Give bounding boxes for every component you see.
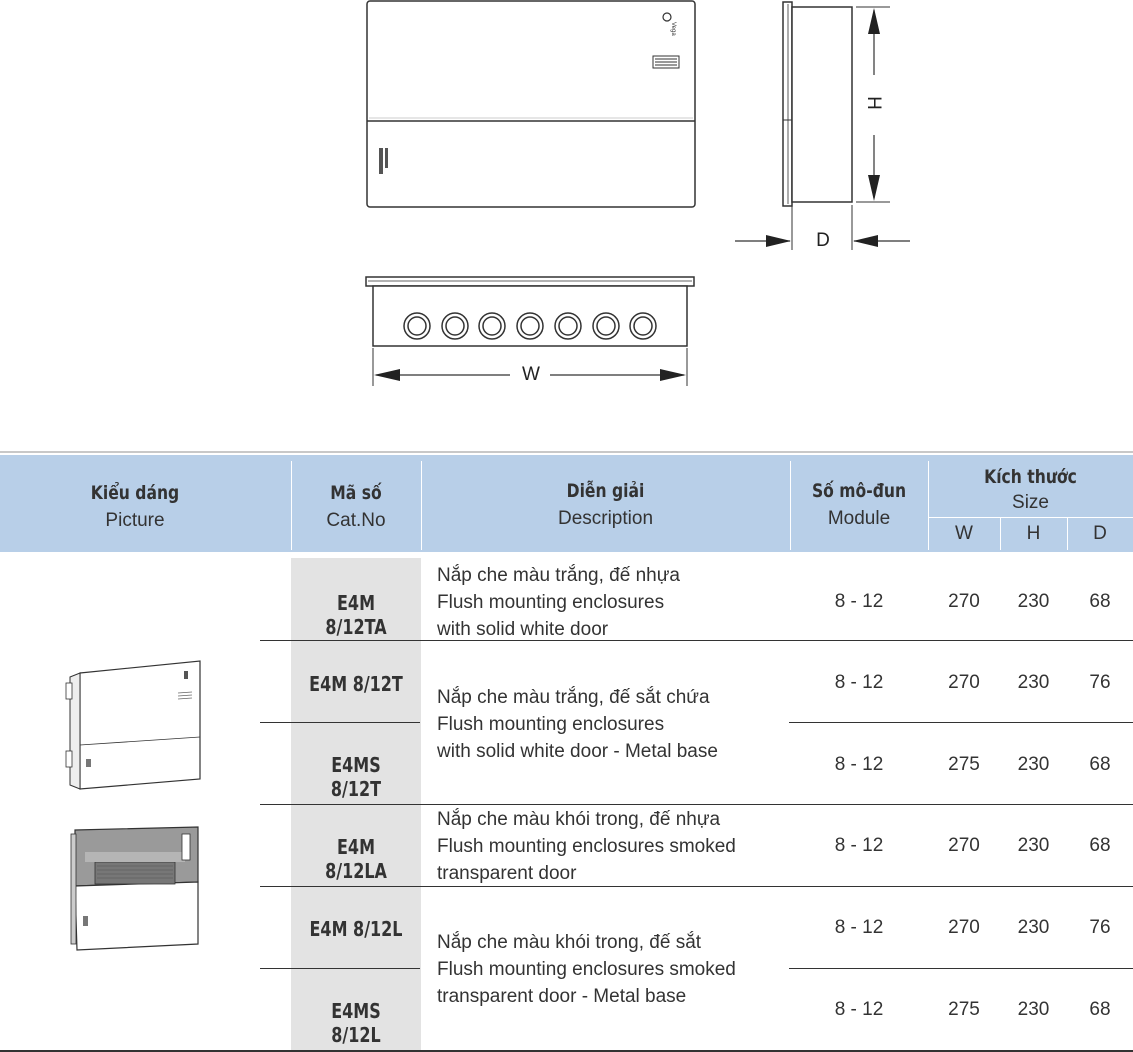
header-separator (421, 461, 422, 550)
header-h: H (1026, 523, 1041, 544)
width-value: 275 (948, 754, 980, 775)
cat-no: E4M 8/12L (309, 917, 403, 941)
side-view-drawing (730, 0, 920, 260)
module-value: 8 - 12 (834, 835, 884, 856)
dimension-label-d: D (816, 230, 830, 251)
row-divider (260, 804, 1133, 805)
header-w: W (955, 523, 973, 544)
cat-no: E4MS 8/12L (331, 999, 381, 1047)
dimension-label-h: H (863, 96, 884, 110)
width-value: 275 (948, 999, 980, 1020)
row-divider (260, 722, 420, 723)
cat-no: E4M 8/12T (309, 672, 403, 696)
product-image-white-door (60, 655, 210, 795)
width-value: 270 (948, 672, 980, 693)
width-value: 270 (948, 835, 980, 856)
header-cat-en: Cat.No (326, 510, 386, 531)
module-value: 8 - 12 (834, 591, 884, 612)
module-value: 8 - 12 (834, 999, 884, 1020)
width-value: 270 (948, 591, 980, 612)
header-picture-vi: Kiểu dáng (90, 482, 180, 504)
description-en: Flush mounting enclosures (437, 714, 665, 735)
row-divider (789, 968, 1133, 969)
description-en: transparent door - Metal base (437, 986, 687, 1007)
description-vi: Nắp che màu khói trong, đế sắt (437, 932, 702, 953)
module-value: 8 - 12 (834, 672, 884, 693)
header-cat-vi: Mã số (330, 482, 382, 504)
dimension-label-w: W (522, 364, 540, 385)
height-value: 230 (1017, 835, 1050, 856)
description-vi: Nắp che màu trắng, đế nhựa (437, 565, 680, 586)
description-en: with solid white door - Metal base (437, 741, 718, 762)
description-en: transparent door (437, 863, 577, 884)
description-vi: Nắp che màu khói trong, đế nhựa (437, 809, 721, 830)
module-value: 8 - 12 (834, 917, 884, 938)
header-module-en: Module (827, 508, 891, 529)
product-image-smoked-door (65, 822, 205, 954)
depth-value: 76 (1089, 672, 1111, 693)
height-value: 230 (1017, 917, 1050, 938)
description (437, 684, 718, 765)
description-vi: Nắp che màu trắng, đế sắt chứa (437, 687, 710, 708)
cat-no: E4M 8/12LA (325, 835, 387, 883)
description-en: Flush mounting enclosures smoked (437, 959, 736, 980)
cat-no: E4MS 8/12T (330, 753, 382, 801)
front-view-drawing (360, 0, 705, 215)
depth-value: 68 (1089, 754, 1111, 775)
depth-value: 76 (1089, 917, 1111, 938)
header-module-vi: Số mô-đun (811, 480, 907, 502)
height-value: 230 (1017, 591, 1050, 612)
header-picture-en: Picture (105, 510, 165, 531)
header-desc-vi: Diễn giải (566, 480, 645, 502)
header-size-en: Size (1012, 492, 1049, 513)
row-divider (260, 968, 420, 969)
header-separator (291, 461, 292, 550)
height-value: 230 (1017, 754, 1050, 775)
depth-value: 68 (1089, 999, 1111, 1020)
description (437, 562, 680, 643)
row-divider (260, 640, 1133, 641)
header-size-vi: Kích thước (984, 466, 1077, 488)
description-en: with solid white door (437, 619, 609, 640)
module-value: 8 - 12 (834, 754, 884, 775)
table-top-rule (0, 451, 1133, 453)
header-desc-en: Description (557, 508, 654, 529)
width-value: 270 (948, 917, 980, 938)
description (437, 929, 736, 1010)
header-separator (790, 461, 791, 550)
header-separator (928, 517, 1133, 518)
description-en: Flush mounting enclosures (437, 592, 665, 613)
row-divider (789, 722, 1133, 723)
description (437, 806, 736, 887)
svg-text:Vega: Vega (670, 22, 676, 36)
cat-no: E4M 8/12TA (325, 591, 387, 639)
header-d: D (1093, 523, 1107, 544)
depth-value: 68 (1089, 835, 1111, 856)
depth-value: 68 (1089, 591, 1111, 612)
height-value: 230 (1017, 672, 1050, 693)
description-en: Flush mounting enclosures smoked (437, 836, 736, 857)
height-value: 230 (1017, 999, 1050, 1020)
